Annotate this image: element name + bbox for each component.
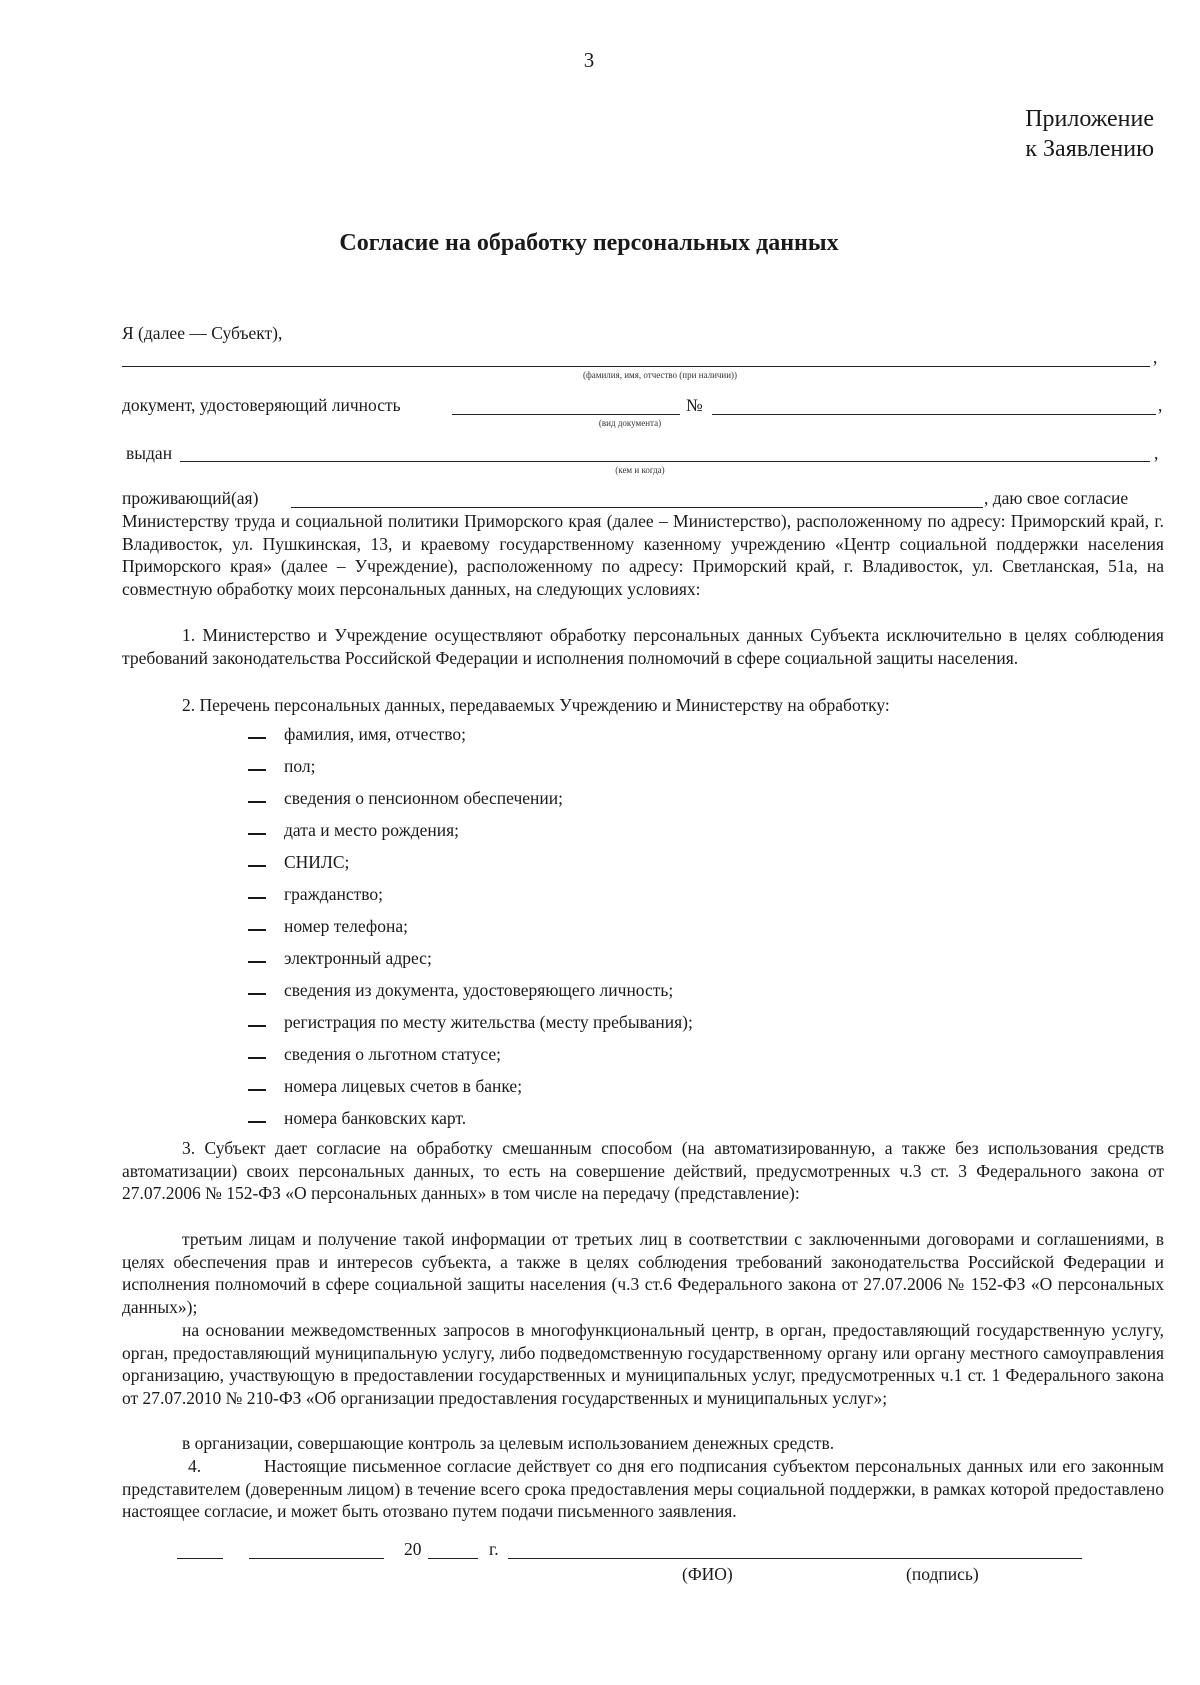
list-item: номер телефона;	[284, 916, 408, 936]
clause-3-item-b: на основании межведомственных запросов в многофункциональный центр, в орган, предоставляющий государственную услугу, орган, предоставляющий муниципальную услугу, либо подведомственную государственному органу или органу местного самоуправления организацию, участвующую в предоставлении государственных и муниципальных услуг, предусмотренных ч.1 ст. 1 Федерального закона от 27.07.2010 № 210-ФЗ «Об организации предоставления государственных и муниципальных услуг»;	[122, 1320, 1164, 1408]
full-name-field[interactable]	[122, 366, 1150, 367]
list-item: номера банковских карт.	[284, 1108, 467, 1128]
id-document-label: документ, удостоверяющий личность	[122, 395, 401, 415]
date-day-field[interactable]	[177, 1558, 223, 1559]
intro-paragraph: Министерству труда и социальной политики Приморского края (далее – Министерство), расположенному по адресу: Приморский край, г. Владивосток, ул. Пушкинская, 13, и краевому государственному казенному учреждению «Центр социальной поддержки населения Приморского края» (далее – Учреждение), расположенному по адресу: Приморский край, г. Владивосток, ул. Светланская, 51а, на совместную обработку моих персональных данных, на следующих условиях:	[122, 511, 1164, 599]
list-item: гражданство;	[284, 884, 383, 904]
id-comma: ,	[1158, 395, 1163, 415]
residing-label: проживающий(ая)	[122, 488, 259, 508]
appendix-line-1: Приложение	[1025, 106, 1154, 132]
number-sign: №	[686, 395, 703, 415]
list-item: сведения о пенсионном обеспечении;	[284, 788, 564, 808]
date-year-field[interactable]	[428, 1558, 478, 1559]
list-item: фамилия, имя, отчество;	[284, 724, 467, 744]
year-prefix: 20	[404, 1539, 422, 1559]
list-dash	[248, 897, 266, 899]
id-document-type-field[interactable]	[452, 414, 680, 415]
residence-address-field[interactable]	[291, 507, 983, 508]
list-item: пол;	[284, 756, 316, 776]
list-dash	[248, 865, 266, 867]
list-dash	[248, 1025, 266, 1027]
date-month-field[interactable]	[249, 1558, 384, 1559]
page-number: 3	[583, 48, 595, 72]
issued-by-field[interactable]	[180, 461, 1150, 462]
list-item: сведения из документа, удостоверяющего личность;	[284, 980, 674, 1000]
consent-suffix: , даю свое согласие	[984, 488, 1129, 508]
issued-label: выдан	[126, 443, 173, 463]
list-dash	[248, 1089, 266, 1091]
list-dash	[248, 801, 266, 803]
doc-type-caption: (вид документа)	[598, 418, 662, 428]
list-item: электронный адрес;	[284, 948, 432, 968]
full-name-caption: (фамилия, имя, отчество (при наличии))	[582, 370, 738, 380]
fio-caption: (ФИО)	[682, 1564, 733, 1584]
clause-3-item-c: в организации, совершающие контроль за целевым использованием денежных средств.	[182, 1433, 835, 1453]
list-dash	[248, 929, 266, 931]
list-item: дата и место рождения;	[284, 820, 460, 840]
clause-4-number: 4.	[188, 1456, 202, 1476]
list-dash	[248, 769, 266, 771]
signature-caption: (подпись)	[906, 1564, 979, 1584]
issued-comma: ,	[1154, 443, 1159, 463]
list-dash	[248, 1057, 266, 1059]
clause-4: Настоящие письменное согласие действует со дня его подписания субъектом персональных данных или его законным представителем (доверенным лицом) в течение всего срока предоставления меры социальной поддержки, в рамках которой предоставлено настоящее согласие, и может быть отозвано путем подачи письменного заявления.	[122, 1456, 1164, 1522]
issued-caption: (кем и когда)	[615, 465, 665, 475]
list-dash	[248, 993, 266, 995]
document-title: Согласие на обработку персональных данных	[339, 230, 839, 256]
list-dash	[248, 961, 266, 963]
list-dash	[248, 737, 266, 739]
name-comma: ,	[1153, 347, 1158, 367]
list-dash	[248, 1121, 266, 1123]
appendix-line-2: к Заявлению	[1025, 136, 1154, 162]
clause-3: 3. Субъект дает согласие на обработку смешанным способом (на автоматизированную, а также без использования средств автоматизации) своих персональных данных, то есть на совершение действий, предусмотренных ч.3 ст. 3 Федерального закона от 27.07.2006 № 152-ФЗ «О персональных данных» в том числе на передачу (представление):	[122, 1138, 1164, 1204]
subject-intro: Я (далее — Субъект),	[122, 323, 283, 343]
list-item: регистрация по месту жительства (месту пребывания);	[284, 1012, 693, 1032]
list-item: СНИЛС;	[284, 852, 350, 872]
clause-3-item-a: третьим лицам и получение такой информации от третьих лиц в соответствии с заключенными договорами и соглашениями, в целях обеспечения прав и интересов субъекта, а также в целях соблюдения требований законодательства Российской Федерации и исполнения полномочий в сфере социальной защиты населения (ч.3 ст.6 Федерального закона от 27.07.2006 № 152-ФЗ «О персональных данных»);	[122, 1229, 1164, 1317]
fio-signature-field[interactable]	[508, 1558, 1082, 1559]
year-suffix: г.	[489, 1539, 499, 1559]
clause-1: 1. Министерство и Учреждение осуществляют обработку персональных данных Субъекта исключительно в целях соблюдения требований законодательства Российской Федерации и исполнения полномочий в сфере социальной защиты населения.	[122, 625, 1164, 668]
id-document-number-field[interactable]	[712, 414, 1156, 415]
list-dash	[248, 833, 266, 835]
appendix-header	[1025, 104, 1154, 164]
clause-2: 2. Перечень персональных данных, передаваемых Учреждению и Министерству на обработку:	[182, 695, 890, 715]
list-item: сведения о льготном статусе;	[284, 1044, 501, 1064]
list-item: номера лицевых счетов в банке;	[284, 1076, 523, 1096]
